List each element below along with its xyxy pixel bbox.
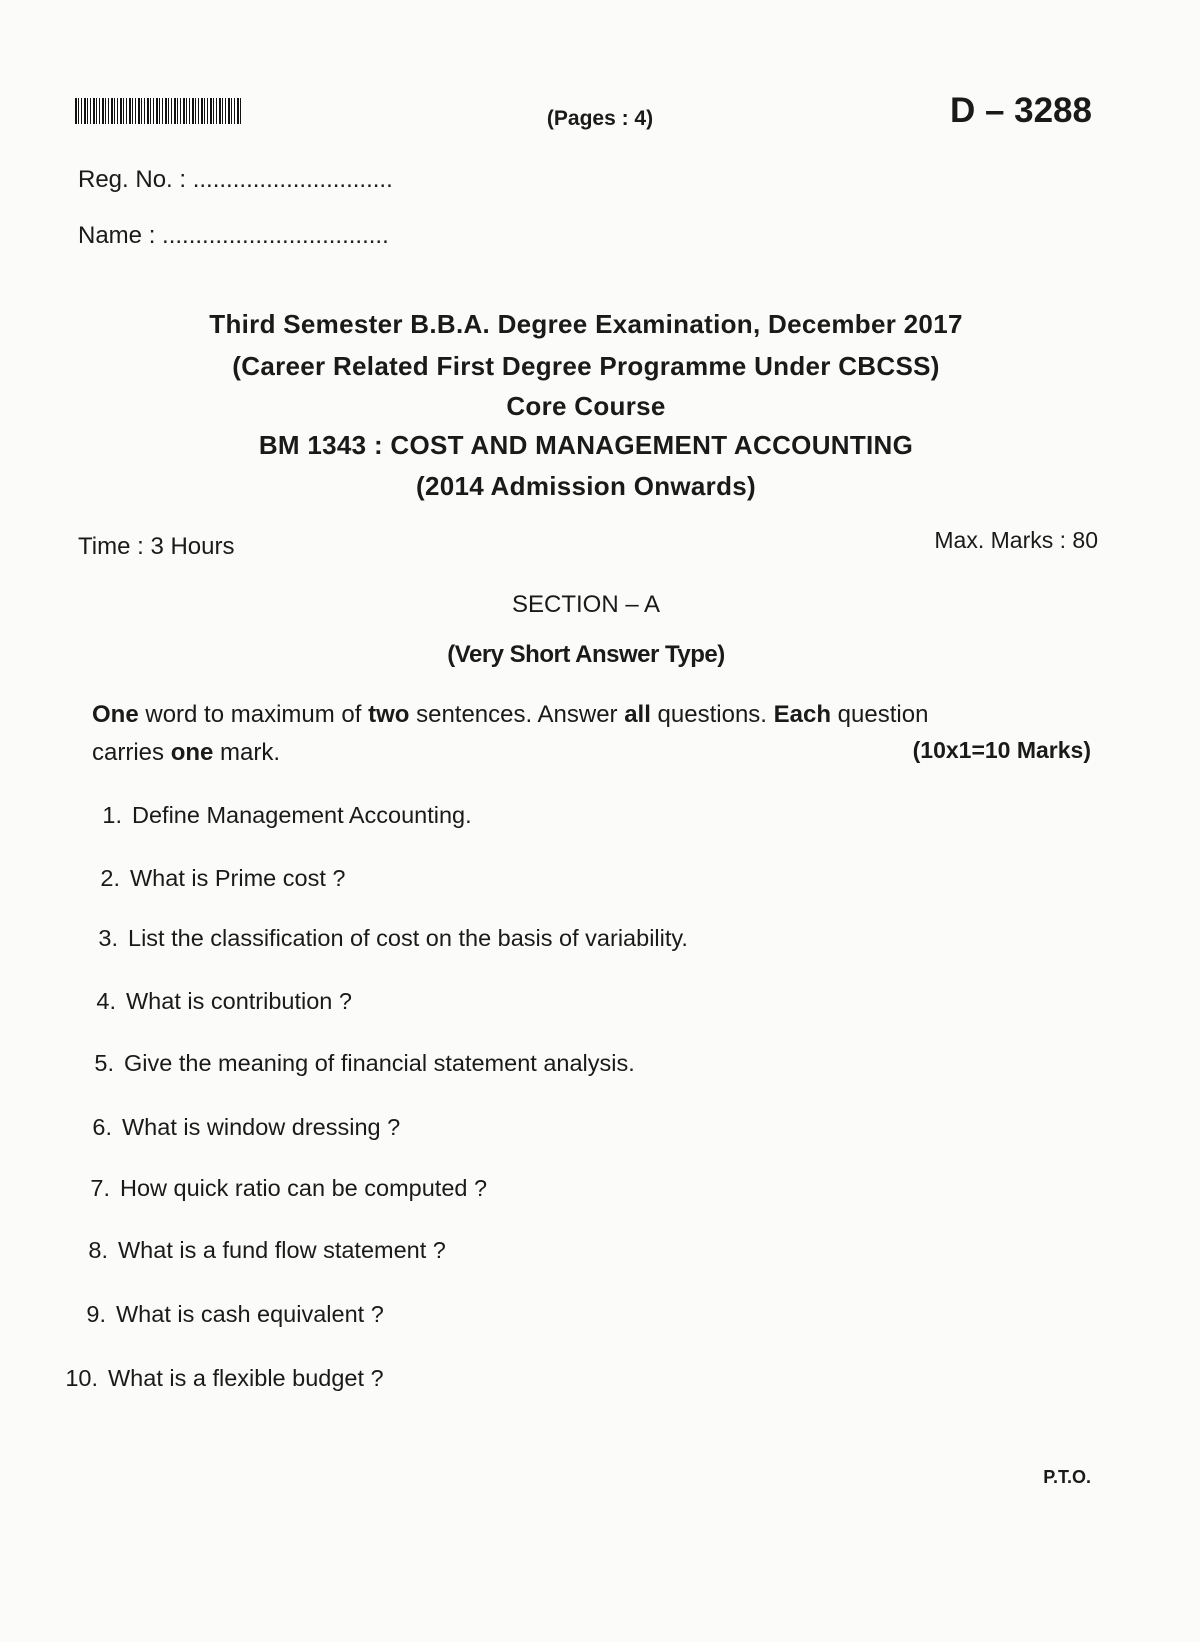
question-text: What is window dressing ? — [122, 1114, 401, 1140]
question-item — [84, 865, 345, 892]
reg-no-field — [78, 166, 393, 194]
question-number: 9. — [86, 1301, 106, 1327]
course-type: Core Course — [506, 391, 666, 421]
question-number: 1. — [102, 802, 122, 828]
instr-emph: two — [368, 701, 410, 728]
question-text: List the classification of cost on the basis of variability. — [128, 925, 688, 951]
question-text: What is contribution ? — [126, 988, 352, 1014]
question-number: 5. — [94, 1050, 114, 1076]
question-number: 10. — [65, 1365, 98, 1391]
instr-text: carries — [92, 739, 171, 766]
question-text: Define Management Accounting. — [132, 802, 472, 828]
instruction-line-2 — [92, 739, 280, 767]
question-number: 8. — [88, 1237, 108, 1263]
instr-emph: Each — [773, 701, 832, 728]
instr-text: word to maximum of — [138, 701, 369, 728]
question-text: How quick ratio can be computed ? — [120, 1175, 488, 1201]
exam-title: Third Semester B.B.A. Degree Examination, December 2017 — [209, 309, 963, 339]
section-heading: SECTION – A — [511, 591, 661, 618]
reg-no-blank: .............................. — [192, 166, 393, 193]
paper-code: D – 3288 — [949, 91, 1092, 130]
instr-text: sentences. Answer — [409, 701, 625, 728]
question-item — [70, 1301, 384, 1328]
instr-text: questions. — [650, 701, 774, 728]
question-text: What is Prime cost ? — [130, 865, 346, 891]
question-number: 3. — [98, 925, 118, 951]
section-type: (Very Short Answer Type) — [447, 641, 725, 668]
question-text: What is cash equivalent ? — [116, 1301, 384, 1327]
question-item — [72, 1237, 446, 1264]
admission-note: (2014 Admission Onwards) — [416, 471, 756, 501]
name-field — [78, 222, 389, 250]
question-item — [82, 925, 688, 952]
question-text: Give the meaning of financial statement analysis. — [124, 1050, 635, 1076]
question-item — [86, 802, 472, 829]
question-text: What is a flexible budget ? — [108, 1365, 384, 1391]
instr-emph: all — [624, 701, 651, 728]
question-number: 7. — [90, 1175, 110, 1201]
instr-emph: one — [170, 739, 214, 766]
max-marks: Max. Marks : 80 — [934, 527, 1098, 553]
reg-no-label: Reg. No. : — [78, 166, 187, 193]
instruction-line-1 — [92, 701, 928, 729]
instr-text: mark. — [213, 739, 281, 766]
question-item — [80, 988, 352, 1015]
question-item — [62, 1365, 384, 1392]
pto: P.T.O. — [1043, 1467, 1091, 1487]
question-number: 4. — [96, 988, 116, 1014]
programme-title: (Career Related First Degree Programme Under CBCSS) — [232, 351, 940, 381]
question-number: 6. — [92, 1114, 112, 1140]
course-name: BM 1343 : COST AND MANAGEMENT ACCOUNTING — [258, 430, 914, 460]
page-count: (Pages : 4) — [546, 107, 654, 130]
question-item — [76, 1114, 400, 1141]
question-item — [78, 1050, 635, 1077]
name-blank: .................................. — [162, 222, 389, 249]
question-item — [74, 1175, 487, 1202]
question-text: What is a fund flow statement ? — [118, 1237, 446, 1263]
marks-allocation: (10x1=10 Marks) — [912, 737, 1091, 763]
instr-text: question — [831, 701, 929, 728]
instr-emph: One — [92, 701, 139, 728]
time-allowed: Time : 3 Hours — [78, 533, 235, 560]
name-label: Name : — [78, 222, 156, 249]
question-number: 2. — [100, 865, 120, 891]
